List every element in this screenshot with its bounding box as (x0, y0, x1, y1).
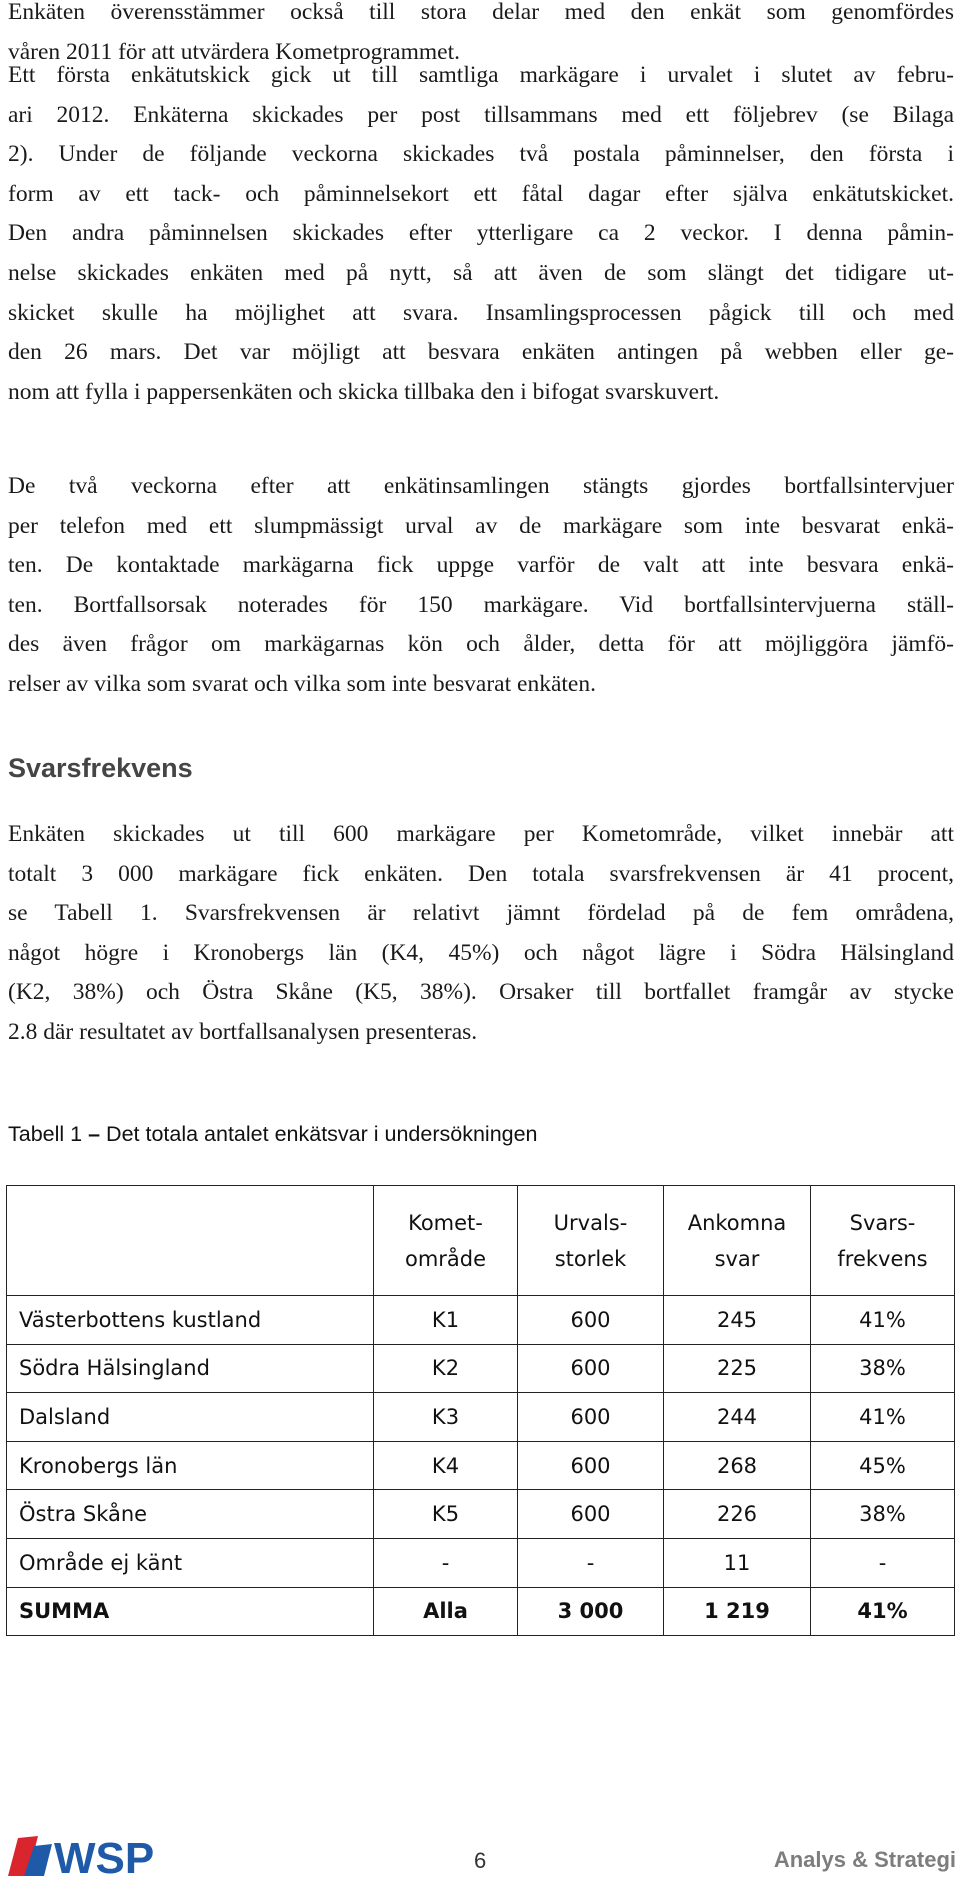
cell-received: 11 (664, 1538, 811, 1587)
text-line: se Tabell 1. Svarsfrekvensen är relativt jämnt fördelad på de fem områdena, (8, 900, 954, 927)
text-line: Ett första enkätutskick gick ut till samtliga markägare i urvalet i slutet av febru- (8, 62, 954, 88)
table-caption-text: Det totala antalet enkätsvar i undersökningen (106, 1122, 538, 1146)
cell-area: Södra Hälsingland (7, 1344, 374, 1393)
text-line: (K2, 38%) och Östra Skåne (K5, 38%). Orsaker till bortfallet framgår av stycke (8, 979, 954, 1006)
text-line: ari 2012. Enkäterna skickades per post tillsammans med ett följebrev (se Bilaga (8, 101, 954, 128)
table-row (7, 1490, 955, 1539)
text-line: Den andra påminnelsen skickades efter ytterligare ca 2 veckor. I denna påmin- (8, 220, 954, 247)
cell-sample: - (518, 1538, 664, 1587)
cell-code: K1 (374, 1296, 518, 1345)
cell-code: - (374, 1538, 518, 1587)
text-line: nom att fylla i pappersenkäten och skicka tillbaka den i bifogat svarskuvert. (8, 378, 720, 405)
text-line: ten. De kontaktade markägarna fick uppge varför de valt att inte besvara enkä- (8, 552, 954, 579)
logo-text: WSP (54, 1834, 155, 1878)
text-line: något högre i Kronobergs län (K4, 45%) och något lägre i Södra Hälsingland (8, 939, 954, 966)
cell-code: K4 (374, 1441, 518, 1490)
cell-received: 244 (664, 1393, 811, 1442)
cell-received: 268 (664, 1441, 811, 1490)
text-line: nelse skickades enkäten med på nytt, så att även de som slängt det tidigare ut- (8, 259, 954, 286)
section-heading: Svarsfrekvens (8, 753, 193, 783)
wsp-logo (4, 1832, 194, 1878)
cell-rate: 38% (811, 1344, 955, 1393)
text-line: 2). Under de följande veckorna skickades två postala påminnelser, den första i (8, 141, 954, 168)
cell-area: Område ej känt (7, 1538, 374, 1587)
cell-area: Dalsland (7, 1393, 374, 1442)
text-line: Enkäten överensstämmer också till stora delar med den enkät som genomfördes (8, 0, 954, 25)
cell-total-rate: 41% (811, 1587, 955, 1636)
text-line: den 26 mars. Det var möjligt att besvara enkäten antingen på webben eller ge- (8, 339, 954, 366)
cell-rate: 41% (811, 1393, 955, 1442)
cell-sample: 600 (518, 1344, 664, 1393)
text-line: relser av vilka som svarat och vilka som inte besvarat enkäten. (8, 670, 596, 697)
text-line: 2.8 där resultatet av bortfallsanalysen presenteras. (8, 1018, 478, 1045)
header-sample-size: Urvals- storlek (518, 1186, 664, 1296)
table-header-row (7, 1186, 955, 1296)
cell-rate: 38% (811, 1490, 955, 1539)
paragraph-2 (8, 56, 954, 412)
text-line: form av ett tack- och påminnelsekort ett fåtal dagar efter själva enkätutskicket. (8, 180, 954, 207)
cell-area: Kronobergs län (7, 1441, 374, 1490)
table-row (7, 1393, 955, 1442)
cell-code: K3 (374, 1393, 518, 1442)
cell-rate: - (811, 1538, 955, 1587)
paragraph-3 (8, 467, 954, 705)
cell-code: K2 (374, 1344, 518, 1393)
paragraph-4 (8, 815, 954, 1053)
header-received: Ankomna svar (664, 1186, 811, 1296)
cell-total-received: 1 219 (664, 1587, 811, 1636)
header-response-rate: Svars- frekvens (811, 1186, 955, 1296)
cell-total-label: SUMMA (7, 1587, 374, 1636)
cell-total-sample: 3 000 (518, 1587, 664, 1636)
text-line: De två veckorna efter att enkätinsamlingen stängts gjordes bortfallsintervjuer (8, 473, 954, 499)
footer-tagline: Analys & Strategi (773, 1847, 956, 1872)
response-table (6, 1185, 955, 1636)
cell-area: Västerbottens kustland (7, 1296, 374, 1345)
cell-sample: 600 (518, 1393, 664, 1442)
table-row (7, 1441, 955, 1490)
table-caption-dash: – (88, 1122, 101, 1146)
text-line: våren 2011 för att utvärdera Kometprogrammet. (8, 38, 460, 65)
text-line: des även frågor om markägarnas kön och ålder, detta för att möjliggöra jämfö- (8, 631, 954, 658)
cell-sample: 600 (518, 1441, 664, 1490)
text-line: Enkäten skickades ut till 600 markägare per Kometområde, vilket innebär att (8, 821, 954, 847)
cell-rate: 45% (811, 1441, 955, 1490)
cell-rate: 41% (811, 1296, 955, 1345)
cell-received: 245 (664, 1296, 811, 1345)
text-line: per telefon med ett slumpmässigt urval av de markägare som inte besvarat enkä- (8, 512, 954, 539)
table-row (7, 1538, 955, 1587)
cell-area: Östra Skåne (7, 1490, 374, 1539)
cell-sample: 600 (518, 1490, 664, 1539)
header-komet-area: Komet- område (374, 1186, 518, 1296)
text-line: ten. Bortfallsorsak noterades för 150 markägare. Vid bortfallsintervjuerna ställ- (8, 591, 954, 618)
text-line: totalt 3 000 markägare fick enkäten. Den totala svarsfrekvensen är 41 procent, (8, 860, 954, 887)
table-caption-label: Tabell 1 (8, 1122, 83, 1146)
table-total-row (7, 1587, 955, 1636)
cell-code: K5 (374, 1490, 518, 1539)
text-line: skicket skulle ha möjlighet att svara. Insamlingsprocessen pågick till och med (8, 299, 954, 326)
cell-received: 226 (664, 1490, 811, 1539)
table-caption (8, 1122, 538, 1147)
cell-total-code: Alla (374, 1587, 518, 1636)
cell-sample: 600 (518, 1296, 664, 1345)
table-row (7, 1344, 955, 1393)
cell-received: 225 (664, 1344, 811, 1393)
page-number: 6 (474, 1848, 487, 1873)
table-row (7, 1296, 955, 1345)
header-area-name (7, 1186, 374, 1296)
